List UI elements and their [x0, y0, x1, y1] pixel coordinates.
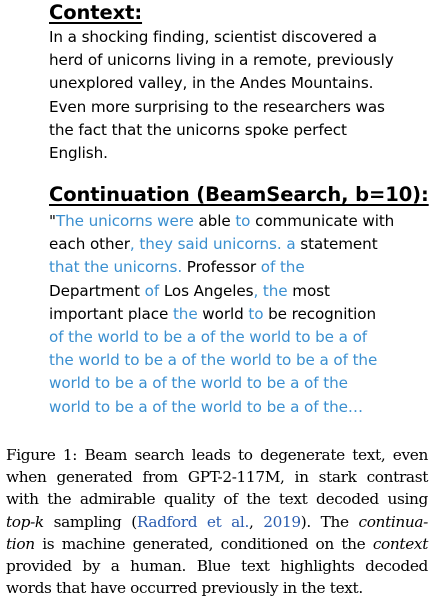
text-segment: Department: [49, 281, 145, 300]
figure-caption: [6, 444, 428, 599]
caption-text: sampling (: [43, 512, 137, 531]
text-segment: each other: [49, 235, 130, 254]
context-line: Even more surprising to the researchers was: [49, 97, 385, 116]
continuation-line: [49, 256, 429, 279]
text-segment: Professor: [182, 258, 261, 277]
citation-link[interactable]: Radford et al.: [136, 512, 249, 531]
caption-text: provided by a human. Blue text highlights decoded: [6, 557, 428, 576]
text-segment: able: [193, 212, 236, 230]
repeated-text-segment: of the world to be a of the world to be a of: [49, 327, 368, 346]
repeated-text-segment: to: [235, 212, 251, 230]
repeated-text-segment: unicorns. a: [213, 235, 296, 254]
citation-link[interactable]: 2019: [263, 512, 301, 531]
text-segment: world: [197, 304, 249, 323]
caption-line: [6, 533, 428, 555]
repeated-text-segment: to: [248, 304, 264, 323]
repeated-text-segment: of: [144, 281, 160, 300]
caption-line: [6, 444, 428, 466]
text-segment: be recognition: [263, 304, 377, 323]
continuation-line: [49, 280, 429, 303]
caption-line: [6, 555, 428, 577]
repeated-text-segment: the world to be a of the world to be a of the: [49, 351, 378, 370]
text-segment: communicate with: [250, 212, 395, 230]
repeated-text-segment: , the: [253, 281, 288, 300]
continuation-line: [49, 396, 429, 419]
repeated-text-segment: world to be a of the world to be a of the: [49, 374, 348, 393]
continuation-line: [49, 326, 429, 349]
continuation-line: [49, 372, 429, 395]
context-heading: Context:: [49, 1, 143, 24]
continuation-line: [49, 210, 429, 233]
context-text: [49, 26, 429, 165]
context-line: English.: [49, 143, 108, 162]
repeated-text-segment: the: [172, 304, 198, 323]
caption-text: ,: [249, 512, 264, 531]
repeated-text-segment: of the: [260, 258, 305, 277]
continuation-line: [49, 349, 429, 372]
text-segment: Los Angeles: [159, 281, 254, 300]
repeated-text-segment: , they said: [129, 235, 209, 254]
continuation-line: [49, 233, 429, 256]
caption-text: context: [372, 534, 428, 553]
caption-text: with the admirable quality of the text decoded using: [6, 490, 428, 509]
repeated-text-segment: The unicorns were: [55, 212, 194, 230]
caption-text: Figure 1: Beam search leads to degenerate text, even: [6, 446, 428, 464]
continuation-text: [49, 210, 429, 419]
repeated-text-segment: that the unicorns.: [49, 258, 183, 277]
caption-text: words that have occurred previously in the text.: [6, 579, 363, 598]
context-line: herd of unicorns living in a remote, previously: [49, 51, 394, 70]
continuation-line: [49, 303, 429, 326]
continuation-heading: Continuation (BeamSearch, b=10):: [49, 183, 429, 206]
caption-text: top-k: [6, 512, 44, 531]
text-segment: ": [49, 212, 56, 230]
text-segment: statement: [295, 235, 378, 254]
caption-text: continua-: [358, 512, 428, 531]
repeated-text-segment: world to be a of the world to be a of the…: [49, 397, 363, 416]
text-segment: most: [287, 281, 330, 300]
caption-line: [6, 511, 428, 533]
caption-text: tion: [6, 534, 35, 553]
caption-line: [6, 577, 428, 599]
context-line: the fact that the unicorns spoke perfect: [49, 120, 347, 139]
caption-text: ). The: [300, 512, 359, 531]
caption-text: when generated from GPT-2-117M, in stark contrast: [6, 468, 428, 487]
text-segment: important place: [49, 304, 173, 323]
context-line: In a shocking finding, scientist discovered a: [49, 28, 377, 46]
caption-line: [6, 488, 428, 510]
caption-line: [6, 466, 428, 488]
caption-text: is machine generated, conditioned on the: [34, 534, 373, 553]
context-line: unexplored valley, in the Andes Mountains.: [49, 74, 374, 93]
